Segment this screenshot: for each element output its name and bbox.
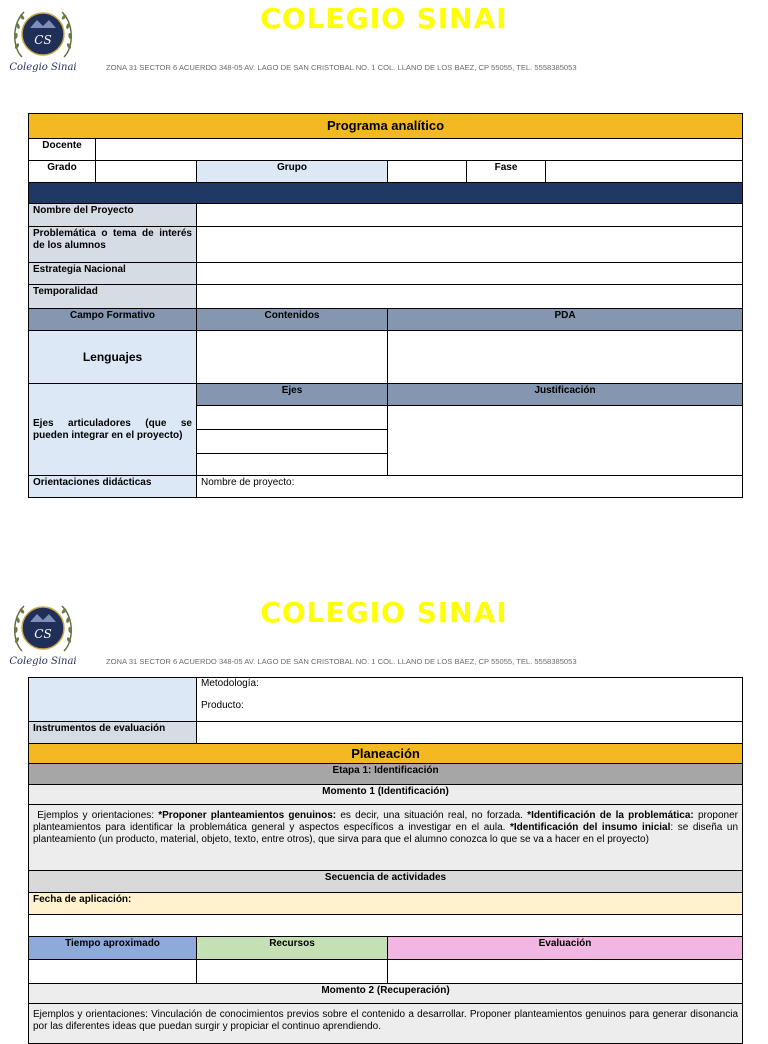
metodologia-side-cell — [29, 678, 197, 722]
docente-label: Docente — [29, 139, 96, 161]
instrumentos-field[interactable] — [197, 722, 743, 744]
grupo-field[interactable] — [388, 161, 467, 183]
orientaciones-label: Orientaciones didácticas — [29, 476, 197, 498]
contenidos-field[interactable] — [197, 331, 388, 384]
momento1-guidance: Ejemplos y orientaciones: *Proponer planteamientos genuinos: es decir, una situación real, no forzada. *Identificación de la problemática: proponer planteamientos para identificar la problemática general y aspectos específicos a investigar en el aula. *Identificación del insumo inicial: se diseña un planteamiento (un producto, material, objeto, texto, entre otros), que sirva para que el alumno conozca lo que se va a hacer en el proyecto) — [29, 805, 743, 871]
nombre-de-proyecto-field[interactable]: Nombre de proyecto: — [197, 476, 743, 498]
temporalidad-field[interactable] — [197, 285, 743, 309]
actividades-field[interactable] — [29, 915, 743, 937]
temporalidad-label: Temporalidad — [29, 285, 197, 309]
justificacion-header: Justificación — [388, 384, 743, 406]
tiempo-field[interactable] — [29, 960, 197, 984]
grado-label: Grado — [29, 161, 96, 183]
evaluacion-field[interactable] — [388, 960, 743, 984]
logo-monogram: CS — [34, 33, 52, 47]
problematica-label: Problemática o tema de interés de los alumnos — [29, 227, 197, 263]
momento2-guidance: Ejemplos y orientaciones: Vinculación de conocimientos previos sobre el contenido a desarrollar. Proponer planteamientos genuinos para generar disonancia por las diferentes ideas que puedan surgir y propiciar el continuo aprendiendo. — [29, 1004, 743, 1044]
nombre-proyecto-label: Nombre del Proyecto — [29, 204, 197, 227]
programa-analitico-table — [28, 113, 743, 498]
eje-field-1[interactable] — [197, 406, 388, 430]
metodologia-label: Metodología: — [201, 678, 259, 689]
logo-text: Colegio Sinai — [9, 62, 77, 73]
programa-analitico-title: Programa analítico — [29, 114, 743, 139]
fase-field[interactable] — [546, 161, 743, 183]
justificacion-field[interactable] — [388, 406, 743, 476]
contenidos-header: Contenidos — [197, 309, 388, 331]
secuencia-header: Secuencia de actividades — [29, 871, 743, 893]
grupo-label: Grupo — [197, 161, 388, 183]
nombre-proyecto-field[interactable] — [197, 204, 743, 227]
fase-label: Fase — [467, 161, 546, 183]
school-title: COLEGIO SINAI — [260, 2, 508, 35]
recursos-field[interactable] — [197, 960, 388, 984]
lenguajes-label: Lenguajes — [29, 331, 197, 384]
etapa1-header: Etapa 1: Identificación — [29, 764, 743, 785]
momento2-header: Momento 2 (Recuperación) — [29, 984, 743, 1004]
estrategia-field[interactable] — [197, 263, 743, 285]
problematica-field[interactable] — [197, 227, 743, 263]
school-address: ZONA 31 SECTOR 6 ACUERDO 348-05 AV. LAGO DE SAN CRISTOBAL NO. 1 COL. LLANO DE LOS BAEZ, CP 55055, TEL. 5558385053 — [106, 657, 577, 666]
momento1-header: Momento 1 (Identificación) — [29, 785, 743, 805]
pda-header: PDA — [388, 309, 743, 331]
eje-field-2[interactable] — [197, 430, 388, 454]
evaluacion-header: Evaluación — [388, 937, 743, 960]
grado-field[interactable] — [96, 161, 197, 183]
instrumentos-label: Instrumentos de evaluación — [29, 722, 197, 744]
ejes-articuladores-label: Ejes articuladores (que se pueden integrar en el proyecto) — [29, 384, 197, 476]
fecha-aplicacion-label: Fecha de aplicación: — [29, 893, 743, 915]
logo-monogram: CS — [34, 627, 52, 641]
metodologia-cell[interactable] — [197, 678, 743, 722]
planeacion-title: Planeación — [29, 744, 743, 764]
pda-field[interactable] — [388, 331, 743, 384]
estrategia-label: Estrategia Nacional — [29, 263, 197, 285]
navy-band — [29, 183, 743, 204]
tiempo-header: Tiempo aproximado — [29, 937, 197, 960]
recursos-header: Recursos — [197, 937, 388, 960]
page-header-2 — [0, 594, 768, 684]
logo-text: Colegio Sinai — [9, 656, 77, 667]
campo-formativo-header: Campo Formativo — [29, 309, 197, 331]
ejes-header: Ejes — [197, 384, 388, 406]
school-title: COLEGIO SINAI — [260, 596, 508, 629]
page-header-1 — [0, 0, 768, 90]
school-address: ZONA 31 SECTOR 6 ACUERDO 348-05 AV. LAGO DE SAN CRISTOBAL NO. 1 COL. LLANO DE LOS BAEZ, CP 55055, TEL. 5558385053 — [106, 63, 577, 72]
eje-field-3[interactable] — [197, 454, 388, 476]
planeacion-table — [28, 677, 743, 1044]
producto-label: Producto: — [201, 700, 244, 711]
docente-field[interactable] — [96, 139, 743, 161]
